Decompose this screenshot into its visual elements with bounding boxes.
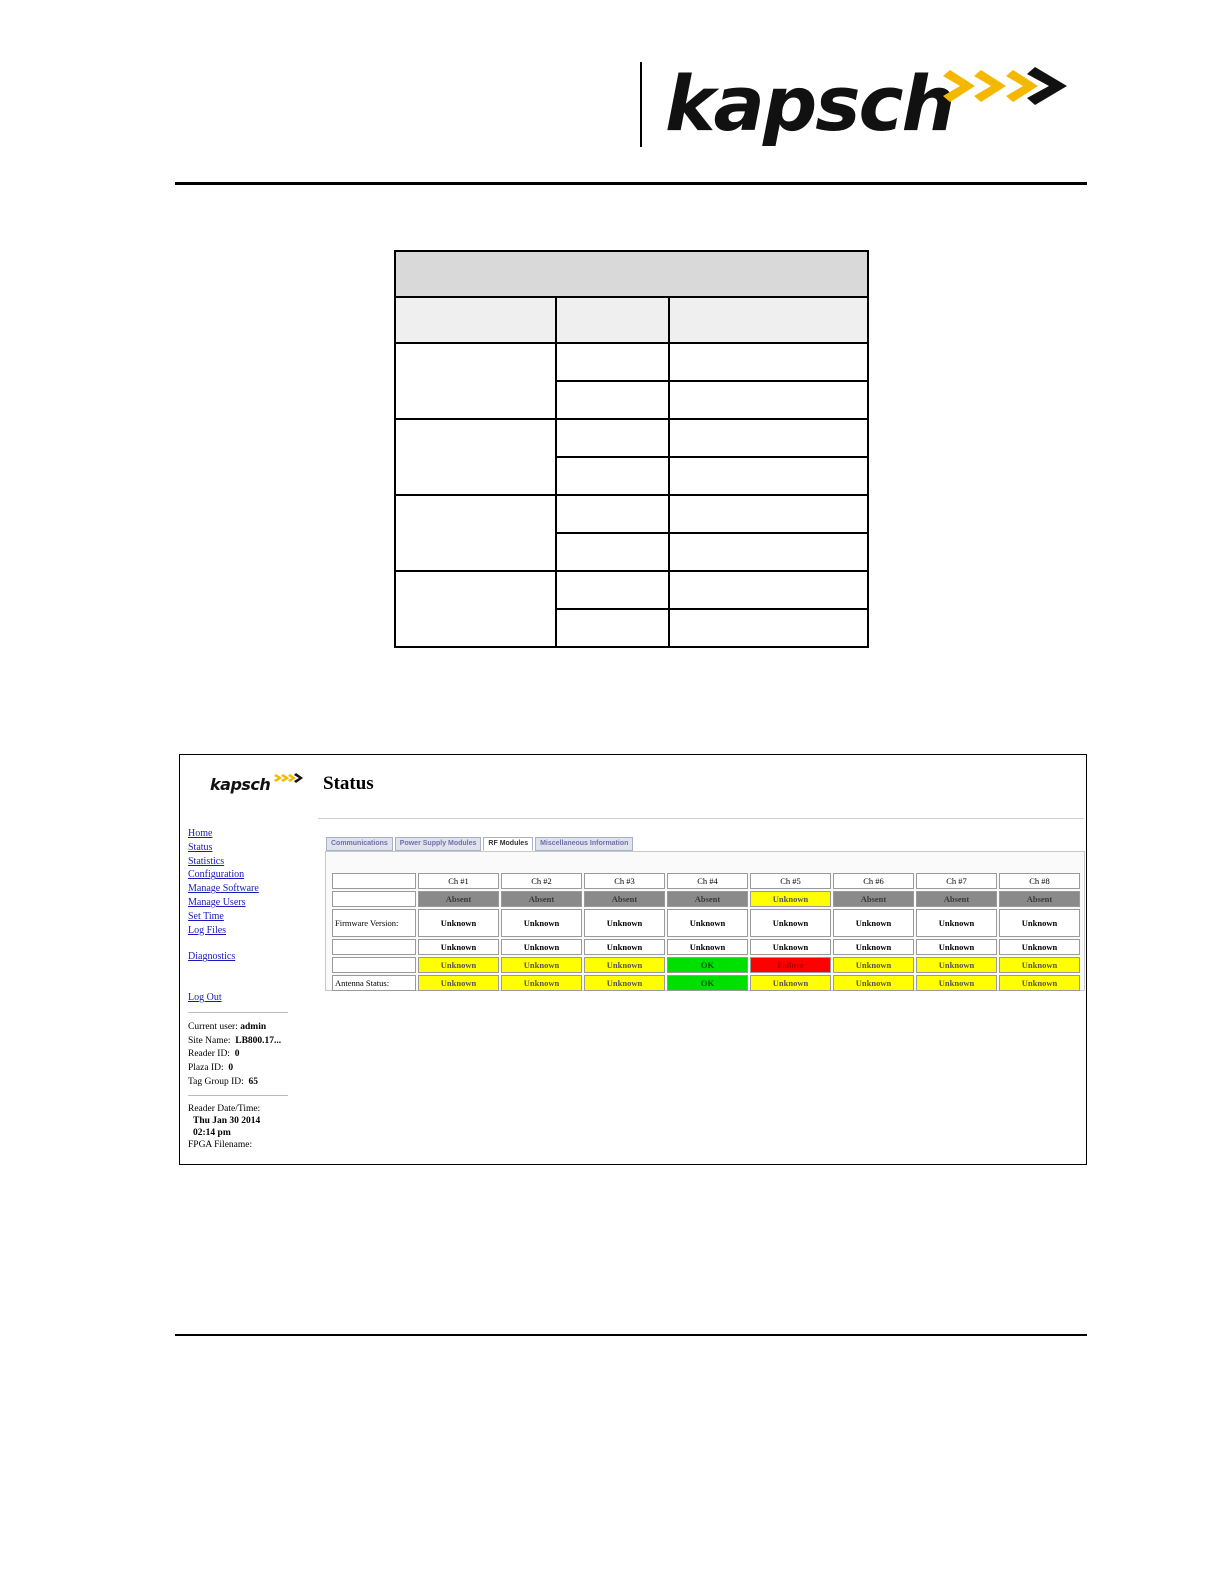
table-row (332, 873, 1080, 889)
antenna-cell: Unknown (501, 975, 582, 991)
firmware-cell: Unknown (999, 909, 1080, 937)
page-title: Status (323, 773, 374, 794)
antenna-cell: Unknown (584, 975, 665, 991)
nav-status[interactable]: Status (188, 841, 213, 853)
table-cell (556, 343, 669, 381)
kapsch-logo (665, 62, 1075, 152)
tab-miscellaneous-information[interactable]: Miscellaneous Information (535, 837, 633, 851)
firmware-cell: Unknown (833, 909, 914, 937)
status-cell: Unknown (916, 939, 997, 955)
fpga-filename-label: FPGA Filename: (188, 1140, 253, 1150)
svg-text:kapsch: kapsch (210, 775, 271, 794)
table-row (332, 957, 1080, 973)
table-cell (669, 457, 868, 495)
table-cell (669, 495, 868, 533)
table-cell (556, 419, 669, 457)
table-cell (669, 533, 868, 571)
status-cell: Unknown (833, 939, 914, 955)
firmware-cell: Unknown (584, 909, 665, 937)
table-cell (669, 571, 868, 609)
svg-text:kapsch: kapsch (665, 62, 954, 148)
presence-cell: Unknown (750, 891, 831, 907)
table-cell (556, 609, 669, 647)
status-cell: Unknown (750, 939, 831, 955)
channel-header: Ch #4 (667, 873, 748, 889)
status-cell: Unknown (584, 939, 665, 955)
reader-datetime (188, 1103, 318, 1151)
status-cell: Failure (750, 957, 831, 973)
time-value: 02:14 pm (193, 1128, 231, 1138)
antenna-cell: Unknown (833, 975, 914, 991)
row-label (332, 957, 416, 973)
plaza-id-label: Plaza ID: (188, 1063, 224, 1074)
firmware-cell: Unknown (667, 909, 748, 937)
nav-manage-software[interactable]: Manage Software (188, 883, 259, 895)
firmware-cell: Unknown (916, 909, 997, 937)
session-info (188, 1021, 318, 1090)
table-cell (556, 571, 669, 609)
reader-id-value: 0 (234, 1049, 240, 1060)
table-subheader (395, 297, 556, 343)
row-label (332, 939, 416, 955)
antenna-status-label: Antenna Status: (332, 975, 416, 991)
firmware-cell: Unknown (418, 909, 499, 937)
presence-cell: Absent (916, 891, 997, 907)
date-value: Thu Jan 30 2014 (193, 1116, 261, 1126)
current-user-label: Current user: (188, 1022, 238, 1032)
title-rule (318, 818, 1084, 819)
status-cell: Unknown (667, 939, 748, 955)
status-cell: Unknown (999, 939, 1080, 955)
tab-communications[interactable]: Communications (326, 837, 393, 851)
table-cell (395, 571, 556, 647)
nav-home[interactable]: Home (188, 828, 213, 839)
nav-manage-users[interactable]: Manage Users (188, 896, 246, 908)
status-cell: Unknown (999, 957, 1080, 973)
table-row (332, 939, 1080, 955)
antenna-cell: Unknown (418, 975, 499, 991)
nav-set-time[interactable]: Set Time (188, 910, 224, 922)
tab-power-supply-modules[interactable]: Power Supply Modules (395, 837, 482, 851)
antenna-cell: Unknown (750, 975, 831, 991)
firmware-version-label: Firmware Version: (332, 909, 416, 937)
nav-statistics[interactable]: Statistics (188, 855, 225, 867)
table-cell (395, 419, 556, 495)
table-row (332, 891, 1080, 907)
table-cell (556, 381, 669, 419)
table-subheader (669, 297, 868, 343)
antenna-cell: OK (667, 975, 748, 991)
antenna-cell: Unknown (999, 975, 1080, 991)
channel-header: Ch #2 (501, 873, 582, 889)
table-cell (669, 343, 868, 381)
site-name-value: LB800.17... (235, 1035, 282, 1046)
firmware-cell: Unknown (501, 909, 582, 937)
channel-header: Ch #5 (750, 873, 831, 889)
site-name-label: Site Name: (188, 1035, 231, 1046)
status-cell: Unknown (916, 957, 997, 973)
sidebar-divider (188, 1095, 288, 1096)
current-user-value: admin (240, 1022, 267, 1032)
nav-log-out[interactable]: Log Out (188, 992, 222, 1004)
presence-cell: Absent (833, 891, 914, 907)
sidebar-nav (188, 827, 298, 1005)
row-label (332, 873, 416, 889)
reader-id-label: Reader ID: (188, 1049, 230, 1060)
table-cell (669, 609, 868, 647)
tab-bar (326, 837, 633, 851)
plaza-id-value: 0 (228, 1063, 234, 1074)
table-row (332, 909, 1080, 937)
nav-configuration[interactable]: Configuration (188, 869, 245, 881)
table-header (395, 251, 868, 297)
antenna-cell: Unknown (916, 975, 997, 991)
sidebar-divider (188, 1012, 288, 1013)
tag-group-value: 65 (248, 1076, 259, 1087)
table-cell (395, 343, 556, 419)
kapsch-small-logo (210, 771, 305, 797)
datetime-label: Reader Date/Time: (188, 1104, 261, 1114)
logo-divider (640, 62, 642, 147)
channel-header: Ch #6 (833, 873, 914, 889)
status-cell: Unknown (501, 957, 582, 973)
tag-group-label: Tag Group ID: (188, 1076, 244, 1087)
presence-cell: Absent (501, 891, 582, 907)
channel-header: Ch #3 (584, 873, 665, 889)
table-cell (556, 457, 669, 495)
rf-modules-table (330, 871, 1082, 993)
table-cell (556, 533, 669, 571)
status-cell: OK (667, 957, 748, 973)
presence-cell: Absent (584, 891, 665, 907)
table-cell (395, 495, 556, 571)
table-subheader (556, 297, 669, 343)
status-cell: Unknown (833, 957, 914, 973)
nav-diagnostics[interactable]: Diagnostics (188, 951, 236, 963)
table-row (332, 975, 1080, 991)
tab-rf-modules[interactable]: RF Modules (483, 837, 533, 851)
presence-cell: Absent (667, 891, 748, 907)
status-cell: Unknown (584, 957, 665, 973)
table-cell (556, 495, 669, 533)
spec-table (394, 250, 869, 648)
channel-header: Ch #1 (418, 873, 499, 889)
channel-header: Ch #8 (999, 873, 1080, 889)
status-cell: Unknown (418, 939, 499, 955)
table-cell (669, 419, 868, 457)
presence-cell: Absent (418, 891, 499, 907)
header-rule (175, 182, 1087, 185)
channel-header: Ch #7 (916, 873, 997, 889)
nav-log-files[interactable]: Log Files (188, 924, 227, 936)
status-screenshot (179, 754, 1087, 1165)
footer-rule (175, 1334, 1087, 1336)
status-cell: Unknown (418, 957, 499, 973)
row-label (332, 891, 416, 907)
table-cell (669, 381, 868, 419)
firmware-cell: Unknown (750, 909, 831, 937)
status-cell: Unknown (501, 939, 582, 955)
presence-cell: Absent (999, 891, 1080, 907)
